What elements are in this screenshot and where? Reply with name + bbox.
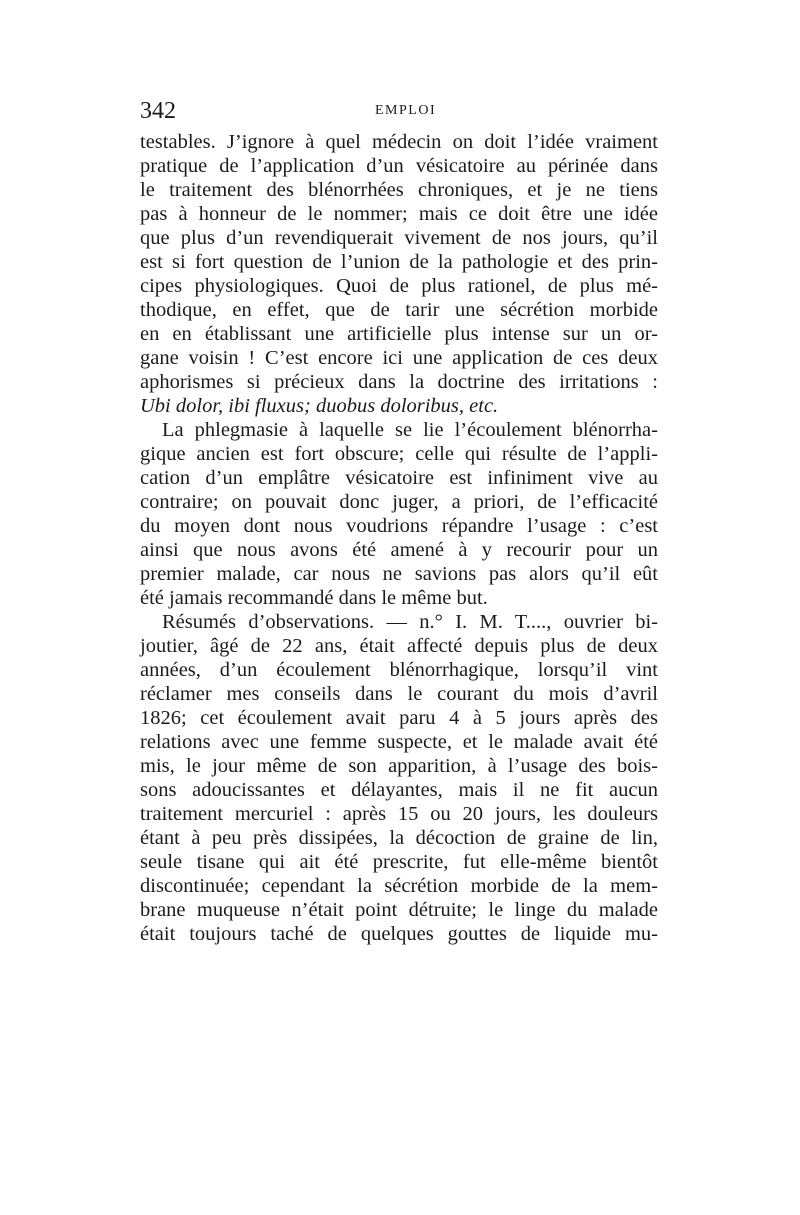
text-line: contraire; on pouvait donc juger, a priori, de l’efficacité — [140, 491, 658, 513]
text-line: seule tisane qui ait été prescrite, fut elle-même bientôt — [140, 851, 658, 873]
text-line: réclamer mes conseils dans le courant du mois d’avril — [140, 683, 658, 705]
text-line: le traitement des blénorrhées chroniques, et je ne tiens — [140, 179, 658, 201]
text-line: est si fort question de l’union de la pathologie et des prin- — [140, 251, 658, 273]
text-line: étant à peu près dissipées, la décoction de graine de lin, — [140, 827, 658, 849]
text-line: mis, le jour même de son apparition, à l’usage des bois- — [140, 755, 658, 777]
text-line: ainsi que nous avons été amené à y recourir pour un — [140, 539, 658, 561]
page-number: 342 — [140, 98, 176, 124]
running-head — [140, 96, 660, 126]
text-line: années, d’un écoulement blénorrhagique, lorsqu’il vint — [140, 659, 658, 681]
text-line: sons adoucissantes et délayantes, mais il ne fit aucun — [140, 779, 658, 801]
text-line: thodique, en effet, que de tarir une sécrétion morbide — [140, 299, 658, 321]
text-line: testables. J’ignore à quel médecin on doit l’idée vraiment — [140, 131, 658, 153]
text-line: était toujours taché de quelques gouttes de liquide mu- — [140, 923, 658, 945]
text-line: que plus d’un revendiquerait vivement de nos jours, qu’il — [140, 227, 658, 249]
section-heading-line: Résumés d’observations. — n.° I. M. T...., ouvrier bi- — [162, 611, 658, 633]
text-line: pas à honneur de le nommer; mais ce doit être une idée — [140, 203, 658, 225]
text-line: en en établissant une artificielle plus intense sur un or- — [140, 323, 658, 345]
text-line: cipes physiologiques. Quoi de plus rationel, de plus mé- — [140, 275, 658, 297]
text-line: joutier, âgé de 22 ans, était affecté depuis plus de deux — [140, 635, 658, 657]
latin-aphorism: Ubi dolor, ibi fluxus; duobus doloribus, etc. — [140, 395, 499, 417]
text-line: traitement mercuriel : après 15 ou 20 jours, les douleurs — [140, 803, 658, 825]
text-line: gane voisin ! C’est encore ici une application de ces deux — [140, 347, 658, 369]
text-line: pratique de l’application d’un vésicatoire au périnée dans — [140, 155, 658, 177]
text-line: cation d’un emplâtre vésicatoire est infiniment vive au — [140, 467, 658, 489]
text-line: relations avec une femme suspecte, et le malade avait été — [140, 731, 658, 753]
running-title: EMPLOI — [375, 103, 437, 118]
text-line: été jamais recommandé dans le même but. — [140, 587, 488, 609]
text-line: discontinuée; cependant la sécrétion morbide de la mem- — [140, 875, 658, 897]
text-line: aphorismes si précieux dans la doctrine des irritations : — [140, 371, 658, 393]
text-line: premier malade, car nous ne savions pas alors qu’il eût — [140, 563, 658, 585]
body-text — [140, 130, 658, 946]
text-line: gique ancien est fort obscure; celle qui résulte de l’appli- — [140, 443, 658, 465]
text-line: 1826; cet écoulement avait paru 4 à 5 jours après des — [140, 707, 658, 729]
paragraph-start: La phlegmasie à laquelle se lie l’écoulement blénorrha- — [162, 419, 658, 441]
text-line: brane muqueuse n’était point détruite; le linge du malade — [140, 899, 658, 921]
text-line: du moyen dont nous voudrions répandre l’usage : c’est — [140, 515, 658, 537]
